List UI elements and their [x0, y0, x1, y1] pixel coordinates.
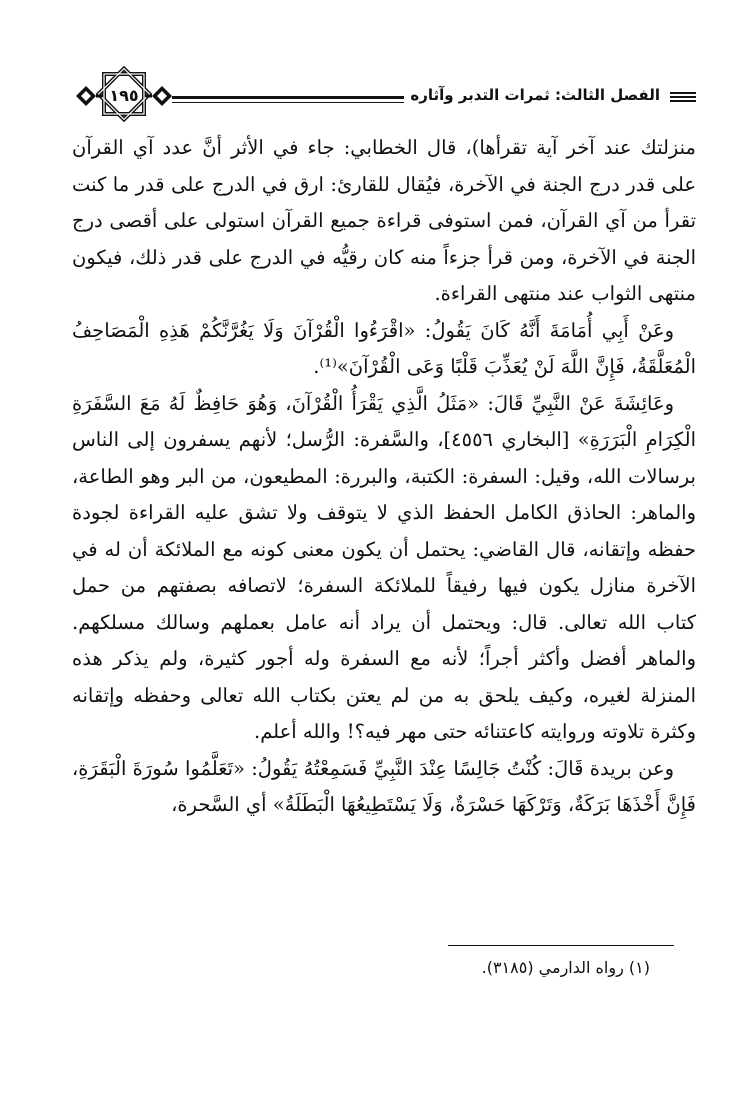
header-rule-thin	[172, 102, 416, 103]
header-rule	[172, 96, 416, 99]
paragraph: منزلتك عند آخر آية تقرأها)، قال الخطابي: جاء في الأثر أنَّ عدد آي القرآن على قدر درج الجنة في الآخرة، فيُقال للقارئ: ارق في الدرج على قدر ما كنت تقرأ من آي القرآن، فمن استوفى قراءة جميع القرآن استولى على أقصى درج الجنة في الآخرة، ومن قرأ جزءاً منه كان رقيُّه في الدرج على قدر ذلك، فيكون منتهى الثواب عند منتهى القراءة.	[72, 136, 696, 305]
footnote: (١) رواه الدارمي (٣١٨٥).	[481, 958, 650, 977]
page-number: ١٩٥	[109, 86, 139, 105]
paragraph: وعَنْ أَبِي أُمَامَةَ أَنَّهُ كَانَ يَقُولُ: «اقْرَءُوا الْقُرْآنَ وَلَا يَغُرَّنَّكُمْ هَذِهِ الْمَصَاحِفُ الْمُعَلَّقَةُ، فَإِنَّ اللَّهَ لَنْ يُعَذِّبَ قَلْبًا وَعَى الْقُرْآنَ»⁽¹⁾.	[72, 318, 696, 378]
paragraph: وعَائِشَةَ عَنْ النَّبِيِّ قَالَ: «مَثَلُ الَّذِي يَقْرَأُ الْقُرْآنَ، وَهُوَ حَافِظٌ لَهُ مَعَ السَّفَرَةِ الْكِرَامِ الْبَرَرَةِ» [البخاري ٤٥٥٦]، والسَّفرة: الرُّسل؛ لأنهم يسفرون إلى الناس برسالات الله، وقيل: السفرة: الكتبة، والبررة: المطيعون، من البر وهو الطاعة، والماهر: الحاذق الكامل الحفظ الذي لا يتوقف ولا تشق عليه القراءة لجودة حفظه وإتقانه، قال القاضي: يحتمل أن يكون معنى كونه مع الملائكة أن له في الآخرة منازل يكون فيها رفيقاً للملائكة السفرة؛ لاتصافه بصفتهم من حمل كتاب الله تعالى. قال: ويحتمل أن يراد أنه عامل بعملهم وسالك مسلكهم. والماهر أفضل وأكثر أجراً؛ لأنه مع السفرة وله أجور كثيرة، ولم يذكر هذه المنزلة لغيره، وكيف يلحق به من لم يعتن بكتاب الله تعالى وحفظه وإتقانه وكثرة تلاوته وروايته كاعتنائه حتى مهر فيه؟! والله أعلم.	[72, 391, 696, 743]
chapter-title: الفصل الثالث: ثمرات التدبر وآثاره	[404, 86, 666, 104]
paragraph: وعن بريدة قَالَ: كُنْتُ جَالِسًا عِنْدَ النَّبِيِّ فَسَمِعْتُهُ يَقُولُ: «تَعَلَّمُوا سُورَةَ الْبَقَرَةِ، فَإِنَّ أَخْذَهَا بَرَكَةٌ، وَتَرْكَهَا حَسْرَةٌ، وَلَا يَسْتَطِيعُهَا الْبَطَلَةُ» أي السَّحرة،	[72, 756, 696, 816]
running-header	[72, 64, 696, 128]
footnote-divider	[448, 945, 674, 946]
header-dash-icon	[670, 92, 696, 102]
main-text	[72, 130, 696, 824]
